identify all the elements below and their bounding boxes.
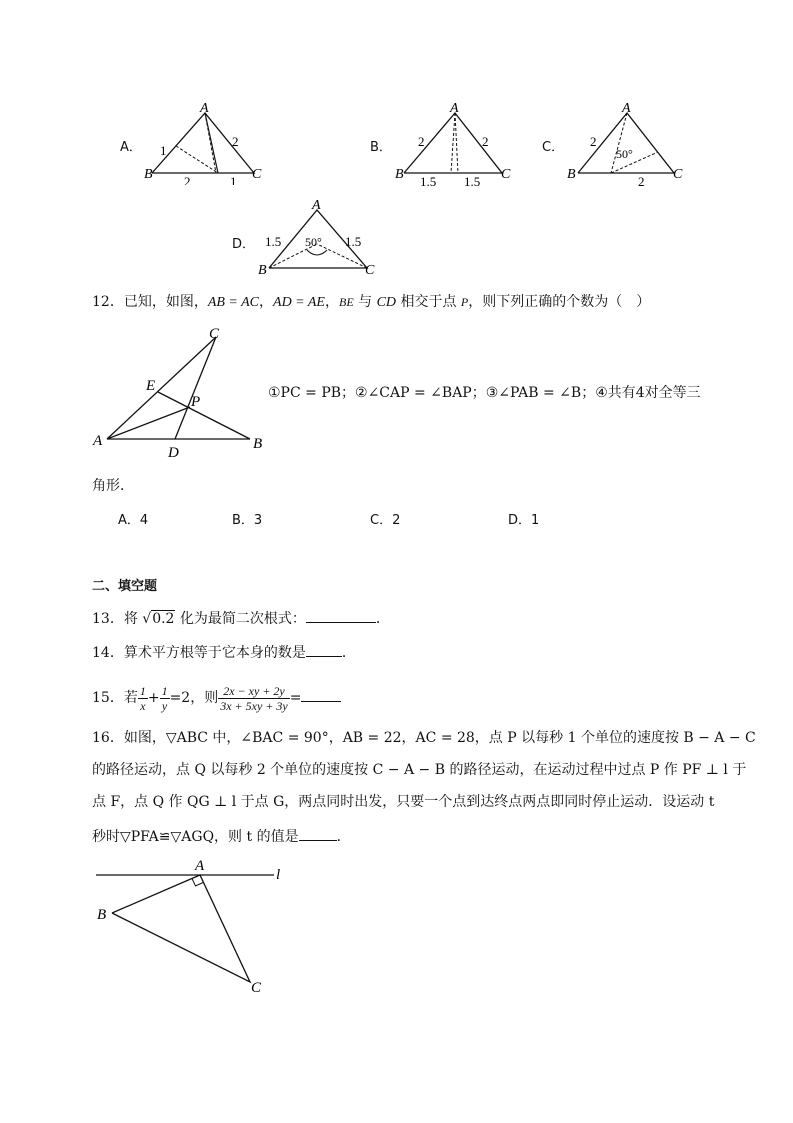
label-dc: 1 [230, 174, 237, 185]
q12-continuation: 角形． [92, 478, 134, 494]
label-ac: 1.5 [345, 234, 362, 249]
right-angle-mark [192, 879, 203, 887]
q12-stem [92, 292, 650, 313]
label-bd: 2 [184, 174, 191, 185]
vertex-b: B [144, 167, 153, 182]
label-ab: 2 [590, 134, 597, 149]
stem-text: 若 [123, 690, 138, 706]
separator: ， [324, 294, 339, 310]
vertex-a: A [450, 101, 459, 116]
label-b: B [253, 436, 263, 452]
label-bc: 2 [638, 174, 645, 188]
answer-blank[interactable] [301, 687, 341, 702]
stem-text: 将 [123, 611, 143, 627]
vertex-c: C [673, 167, 683, 182]
label-ab: 2 [418, 134, 425, 149]
q13 [92, 608, 390, 629]
fraction-1-over-y [160, 684, 170, 713]
option-a-figure [140, 100, 270, 185]
q16-line-4 [92, 826, 351, 847]
fraction-1-over-x [138, 684, 148, 713]
stem-end: ． [336, 829, 351, 845]
angle-arc [307, 250, 327, 255]
stem-text: =2，则 [169, 690, 219, 706]
label-a: A [195, 858, 205, 874]
q12-figure [90, 322, 275, 462]
stem-end: ． [341, 645, 356, 661]
option-b-label: B． [370, 140, 392, 155]
label-l: l [276, 867, 281, 883]
q12-option-c: C．2 [370, 513, 401, 528]
vertex-b: B [395, 167, 404, 182]
vertex-a: A [200, 101, 209, 116]
vertex-b: B [258, 263, 267, 278]
stem-text: 秒时▽PFA≌▽AGQ，则 t 的值是 [92, 829, 299, 845]
label-ac: 2 [482, 134, 489, 149]
label-bd: 1.5 [420, 174, 437, 189]
vertex-b: B [567, 167, 576, 182]
option-c-figure [562, 100, 692, 188]
label-dc: 1.5 [464, 174, 481, 189]
stem-text: 已知，如图， [123, 294, 208, 310]
q12-option-b: B．3 [232, 513, 263, 528]
q16-line-2: 的路径运动，点 Q 以每秒 2 个单位的速度按 C − A − B 的路径运动，在运动过程中过点 P 作 PF ⊥ l 于 [92, 762, 747, 778]
label-b: B [97, 907, 107, 923]
question-number: 12． [92, 294, 124, 310]
condition-1: AB = AC [207, 295, 260, 310]
label-e: E [146, 378, 156, 394]
label-c: C [251, 980, 262, 996]
denominator: x [140, 698, 146, 713]
vertex-c: C [501, 167, 511, 182]
stem-text: 相交于点 [396, 294, 461, 310]
label-ab: 1 [160, 143, 167, 158]
label-d: D [168, 445, 179, 461]
vertex-a: A [312, 198, 321, 213]
q12-option-a: A．4 [118, 513, 149, 528]
answer-blank[interactable] [299, 826, 337, 841]
segment-ad [205, 113, 218, 173]
option-d-label: D． [232, 237, 256, 252]
label-a: A [93, 433, 103, 449]
condition-2: AD = AE [273, 295, 325, 310]
q16-line-1 [92, 728, 756, 748]
label-ab: 1.5 [265, 234, 282, 249]
dashed-segment-2 [455, 113, 458, 173]
numerator: 2x − xy + 2y [218, 684, 290, 699]
triangle-abc [152, 113, 254, 173]
triangle-abc [112, 875, 250, 982]
segment-be [158, 392, 250, 439]
vertex-a: A [622, 101, 631, 116]
denominator: y [161, 698, 168, 713]
operator: + [147, 690, 160, 706]
question-number: 16． [92, 730, 124, 746]
radicand: 0.2 [152, 611, 175, 627]
q12-statements: ①PC = PB；②∠CAP = ∠BAP；③∠PAB = ∠B；④共有4对全等三 [268, 385, 701, 401]
question-number: 13． [92, 611, 124, 627]
stem-end: ． [375, 611, 390, 627]
dashed-segment [451, 113, 455, 173]
answer-blank[interactable] [306, 608, 376, 623]
option-d-figure [255, 198, 385, 280]
label-c: C [209, 326, 220, 342]
q12-option-d: D．1 [508, 513, 540, 528]
stem-text: 与 [353, 294, 377, 310]
option-a-label: A． [120, 140, 142, 155]
operator: = [289, 690, 302, 706]
numerator: 1 [161, 683, 168, 698]
stem-text: 如图，▽ABC 中，∠BAC = 90°，AB = 22，AC = 28，点 P 以每秒 1 个单位的速度按 B − A − C [123, 730, 756, 746]
denominator: 3x + 5xy + 3y [220, 698, 288, 713]
q15 [92, 680, 341, 716]
point-p: P [460, 295, 469, 309]
sqrt-icon: √ [142, 611, 152, 627]
separator: ， [259, 294, 274, 310]
answer-blank[interactable] [306, 642, 342, 657]
label-angle: 50° [616, 147, 633, 161]
segment-ac [107, 337, 216, 439]
stem-text: 算术平方根等于它本身的数是 [123, 645, 306, 661]
condition-3: BE [338, 295, 354, 309]
section-title: 二、填空题 [92, 579, 158, 594]
segment-cd [175, 337, 216, 439]
numerator: 1 [139, 683, 146, 698]
label-p: P [191, 394, 201, 410]
vertex-c: C [365, 263, 375, 278]
label-angle: 50° [305, 235, 322, 249]
stem-text: 化为最简二次根式： [175, 611, 306, 627]
stem-text: ，则下列正确的个数为（ ） [468, 294, 651, 310]
question-number: 15． [92, 690, 124, 706]
q14 [92, 642, 356, 663]
vertex-c: C [252, 167, 262, 182]
option-c-label: C． [542, 140, 565, 155]
q16-line-3: 点 F，点 Q 作 QG ⊥ l 于点 G，两点同时出发，只要一个点到达终点两点即同时停止运动．设运动 t [92, 794, 715, 810]
option-b-figure [390, 100, 520, 190]
condition-4: CD [376, 295, 397, 310]
target-fraction [218, 684, 290, 713]
q16-figure [92, 855, 292, 1000]
question-number: 14． [92, 645, 124, 661]
label-ac: 2 [232, 134, 239, 149]
